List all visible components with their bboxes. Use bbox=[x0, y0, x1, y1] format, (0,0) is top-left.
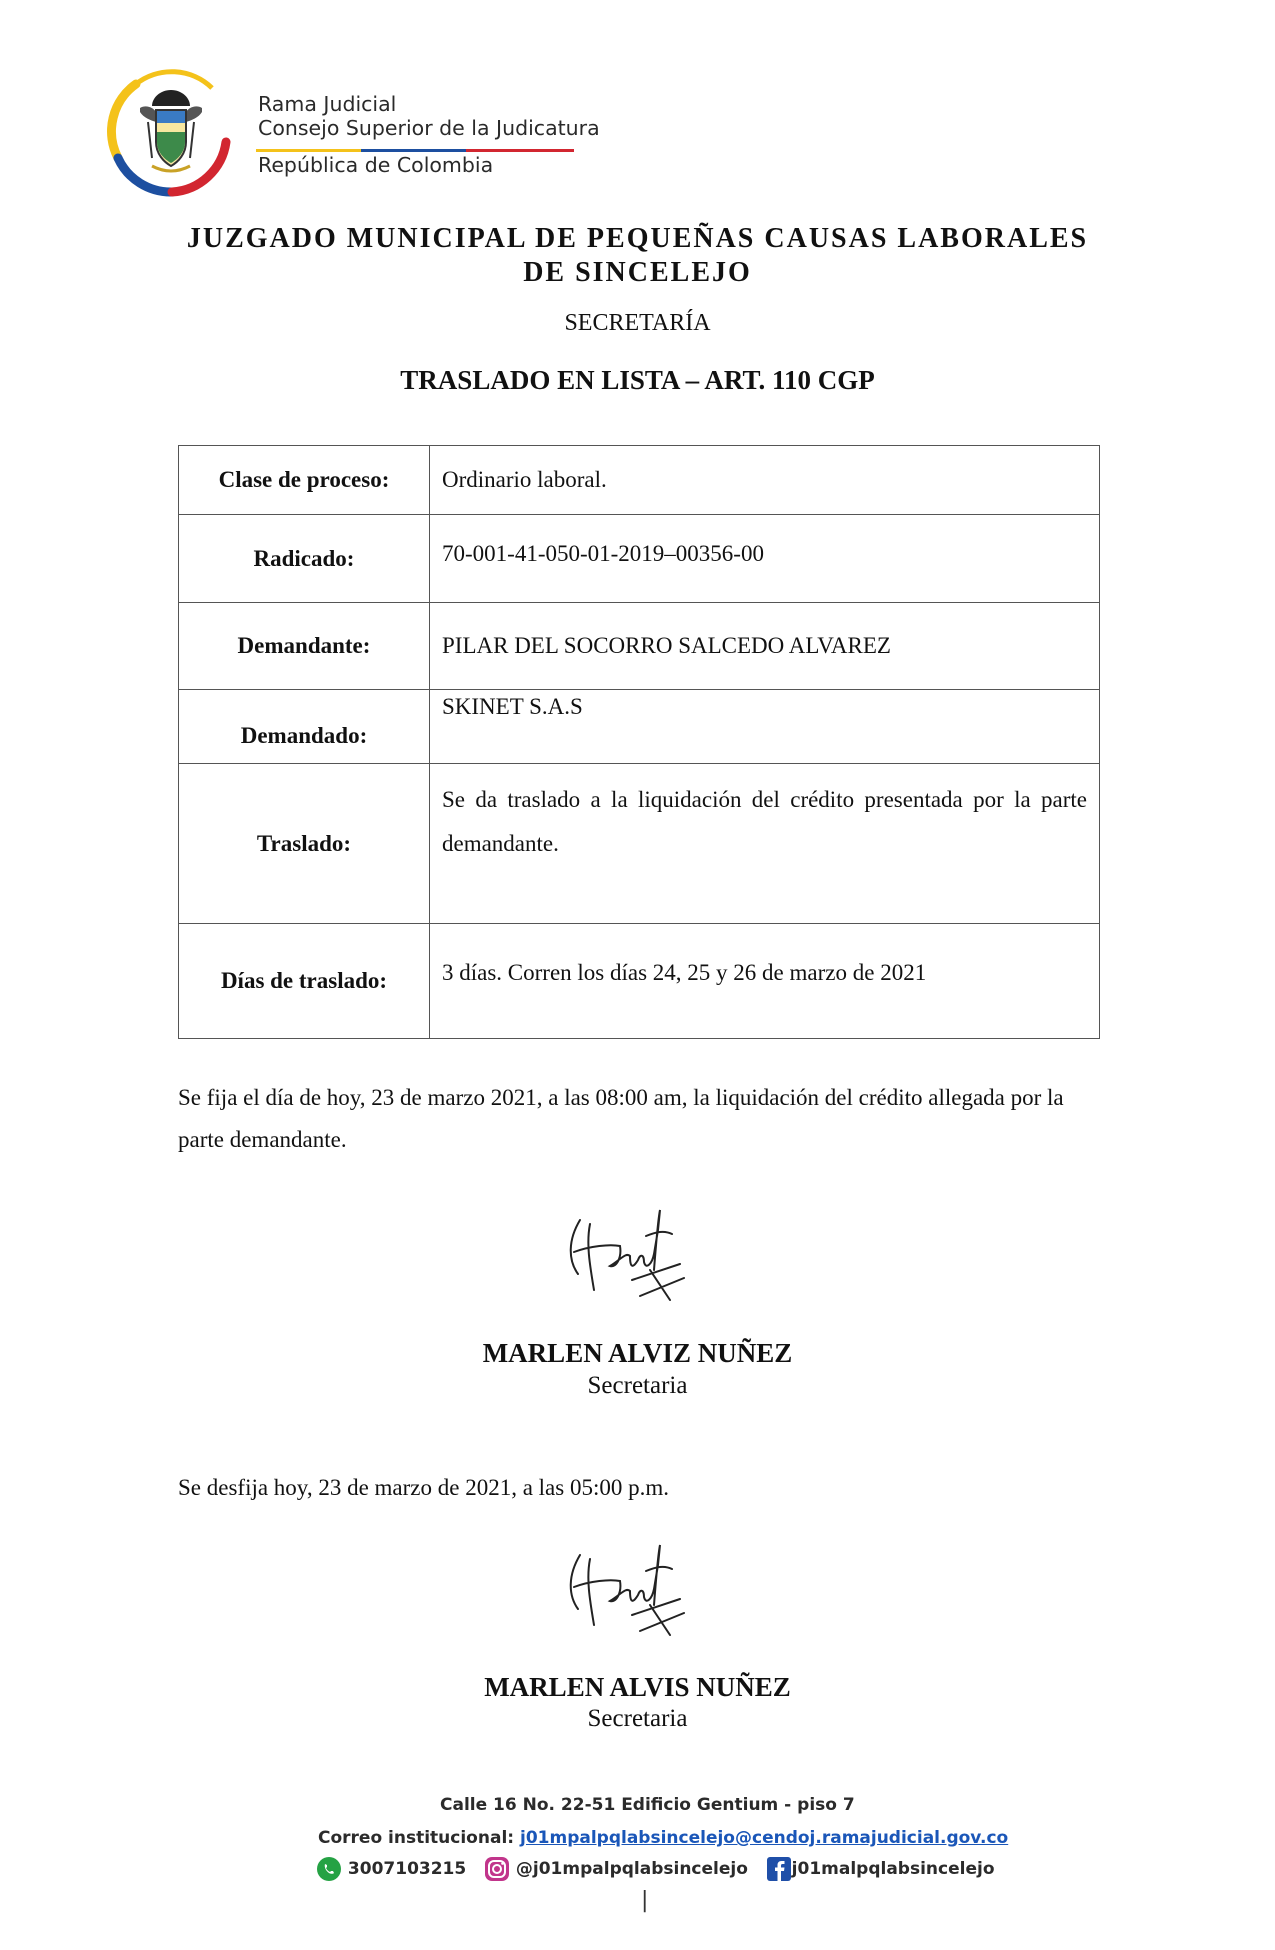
signature-image bbox=[560, 1200, 710, 1316]
row-value-traslado: Se da traslado a la liquidación del crédito presentada por la parte demandante. bbox=[430, 764, 1100, 924]
logo-line-1: Rama Judicial bbox=[258, 92, 397, 116]
case-details-table bbox=[178, 445, 1100, 1039]
footer-email-label: Correo institucional: bbox=[318, 1828, 515, 1848]
signature-name: MARLEN ALVIZ NUÑEZ bbox=[482, 1338, 793, 1368]
row-label-clase: Clase de proceso: bbox=[179, 446, 430, 515]
footer-address: Calle 16 No. 22-51 Edificio Gentium - piso 7 bbox=[440, 1795, 855, 1815]
footer-email-link[interactable]: j01mpalpqlabsincelejo@cendoj.ramajudicial.gov.co bbox=[520, 1828, 1009, 1848]
row-label-demandado: Demandado: bbox=[179, 690, 430, 764]
table-row bbox=[179, 603, 1100, 690]
instagram-icon bbox=[484, 1856, 510, 1882]
footer-facebook[interactable]: j01malpqlabsincelejo bbox=[791, 1859, 995, 1879]
signature-role: Secretaria bbox=[587, 1372, 688, 1399]
row-value-demandante: PILAR DEL SOCORRO SALCEDO ALVAREZ bbox=[430, 603, 1100, 690]
facebook-icon bbox=[766, 1856, 792, 1882]
row-value-clase: Ordinario laboral. bbox=[430, 446, 1100, 515]
desfija-paragraph: Se desfija hoy, 23 de marzo de 2021, a las 05:00 p.m. bbox=[178, 1475, 669, 1500]
page-marker: | bbox=[641, 1888, 649, 1913]
table-row bbox=[179, 515, 1100, 603]
footer-email-line bbox=[318, 1828, 1008, 1848]
table-row bbox=[179, 764, 1100, 924]
row-label-radicado: Radicado: bbox=[179, 515, 430, 603]
footer-social-line bbox=[316, 1856, 995, 1882]
notice-title: TRASLADO EN LISTA – ART. 110 CGP bbox=[400, 365, 875, 395]
row-value-dias: 3 días. Corren los días 24, 25 y 26 de marzo de 2021 bbox=[430, 924, 1100, 1039]
row-value-demandado: SKINET S.A.S bbox=[430, 690, 1100, 764]
whatsapp-icon bbox=[316, 1856, 342, 1882]
signature-name: MARLEN ALVIS NUÑEZ bbox=[484, 1672, 791, 1702]
flag-stripe bbox=[256, 149, 574, 152]
logo-line-2: Consejo Superior de la Judicatura bbox=[258, 116, 600, 140]
footer-phone: 3007103215 bbox=[347, 1859, 467, 1879]
logo-line-3: República de Colombia bbox=[258, 153, 494, 177]
secretaria-label: SECRETARÍA bbox=[564, 310, 711, 336]
row-value-radicado: 70-001-41-050-01-2019–00356-00 bbox=[430, 515, 1100, 603]
fija-paragraph: Se fija el día de hoy, 23 de marzo 2021, a las 08:00 am, la liquidación del crédito allegada por la parte demandante. bbox=[178, 1085, 1064, 1152]
rama-judicial-logo bbox=[100, 62, 242, 204]
court-title: JUZGADO MUNICIPAL DE PEQUEÑAS CAUSAS LABORALES DE SINCELEJO bbox=[186, 223, 1089, 288]
row-label-traslado: Traslado: bbox=[179, 764, 430, 924]
table-row bbox=[179, 446, 1100, 515]
table-row bbox=[179, 690, 1100, 764]
footer-instagram[interactable]: @j01mpalpqlabsincelejo bbox=[515, 1859, 748, 1879]
table-row bbox=[179, 924, 1100, 1039]
coat-of-arms-icon bbox=[140, 90, 202, 171]
row-label-demandante: Demandante: bbox=[179, 603, 430, 690]
signature-role: Secretaria bbox=[587, 1705, 688, 1732]
signature-image bbox=[560, 1535, 710, 1651]
row-label-dias: Días de traslado: bbox=[179, 924, 430, 1039]
